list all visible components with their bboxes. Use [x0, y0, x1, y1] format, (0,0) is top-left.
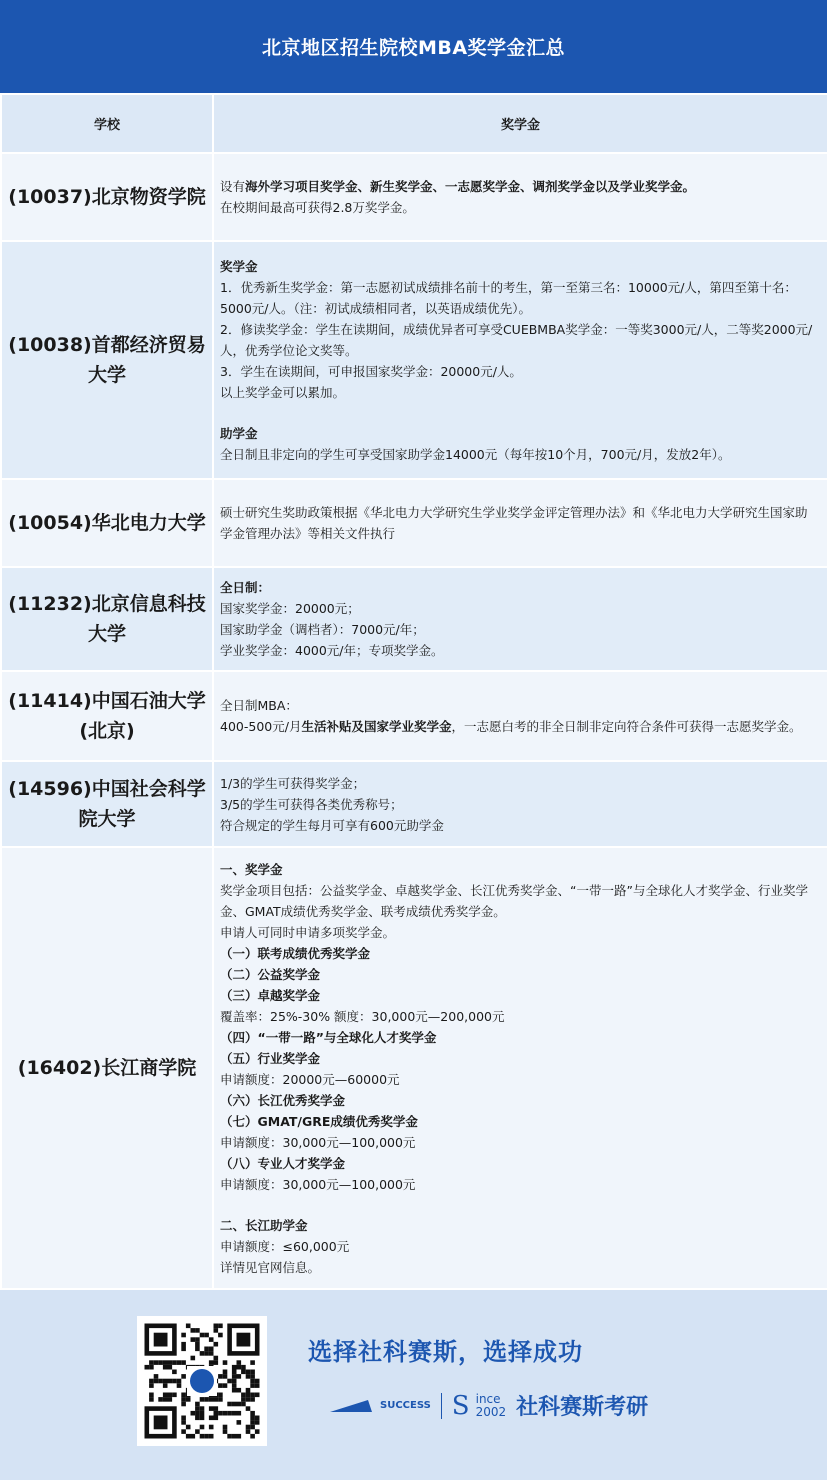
detail-line: 3．学生在读期间，可申报国家奖学金：20000元/人。 [220, 363, 522, 379]
detail-line: 国家助学金（调档者）：7000元/年； [220, 622, 425, 637]
detail-line: 申请额度：≤60,000元 [220, 1238, 350, 1254]
detail-line: 一、奖学金 [220, 861, 283, 877]
triangle-logo-icon [328, 1398, 374, 1414]
spacer [220, 1195, 819, 1215]
detail-line: 生活补贴及国家学业奖学金 [301, 719, 452, 734]
scholarship-table [0, 93, 827, 1290]
detail-line: 全日制且非定向的学生可享受国家助学金14000元（每年按10个月，700元/月，发放2年）。 [220, 446, 731, 462]
table-row [1, 847, 827, 1289]
qr-code [137, 1316, 267, 1446]
detail-line: 二、长江助学金 [220, 1217, 308, 1233]
detail-line: ，一志愿白考的非全日制非定向符合条件可获得一志愿奖学金。 [451, 719, 802, 734]
table-row [1, 567, 827, 671]
school-name: (10038)首都经济贸易大学 [1, 241, 213, 479]
scholarship-details [213, 241, 827, 479]
table-header-row [1, 94, 827, 153]
detail-line: 1/3的学生可获得奖学金； [220, 775, 366, 791]
detail-line: 申请人可同时申请多项奖学金。 [220, 924, 396, 940]
detail-line: （五）行业奖学金 [220, 1050, 321, 1066]
detail-line: 1．优秀新生奖学金：第一志愿初试成绩排名前十的考生，第一至第三名：10000元/人，第四至第十名：5000元/人。（注：初试成绩相同者，以英语成绩优先）。 [220, 279, 797, 316]
scholarship-details [213, 671, 827, 761]
school-name: (14596)中国社会科学院大学 [1, 761, 213, 847]
detail-line: （二）公益奖学金 [220, 966, 321, 982]
detail-line: （四）“一带一路”与全球化人才奖学金 [220, 1029, 437, 1045]
detail-line: 国家奖学金：20000元； [220, 601, 360, 616]
detail-line: （八）专业人才奖学金 [220, 1155, 346, 1171]
detail-line: 符合规定的学生每月可享有600元助学金 [220, 817, 444, 833]
spacer [220, 403, 819, 423]
detail-line: 奖学金项目包括：公益奖学金、卓越奖学金、长江优秀奖学金、“一带一路”与全球化人才奖学金、行业奖学金、GMAT成绩优秀奖学金、联考成绩优秀奖学金。 [220, 882, 808, 919]
school-name: (10037)北京物资学院 [1, 153, 213, 241]
header-school: 学校 [1, 94, 213, 153]
detail-line: （六）长江优秀奖学金 [220, 1092, 346, 1108]
detail-line: 覆盖率：25%-30% 额度：30,000元—200,000元 [220, 1008, 505, 1024]
detail-paragraph [220, 716, 819, 737]
detail-line: （三）卓越奖学金 [220, 987, 321, 1003]
detail-line: 硕士研究生奖助政策根据《华北电力大学研究生学业奖学金评定管理办法》和《华北电力大学研究生国家助学金管理办法》等相关文件执行 [220, 505, 808, 541]
school-name: (11232)北京信息科技大学 [1, 567, 213, 671]
brand-logo [328, 1390, 648, 1421]
detail-line: 全日制MBA： [220, 698, 298, 713]
detail-line: 3/5的学生可获得各类优秀称号； [220, 796, 403, 812]
detail-line: 申请额度：30,000元—100,000元 [220, 1176, 416, 1192]
footer [0, 1290, 827, 1480]
page-title: 北京地区招生院校MBA奖学金汇总 [261, 37, 566, 59]
scholarship-details [213, 847, 827, 1289]
brand-year: 2002 [475, 1404, 507, 1419]
detail-line: 以上奖学金可以累加。 [220, 384, 346, 400]
school-name: (10054)华北电力大学 [1, 479, 213, 567]
detail-line: 海外学习项目奖学金、新生奖学金、一志愿奖学金、调剂奖学金以及学业奖学金。 [245, 179, 696, 194]
scholarship-details [213, 479, 827, 567]
detail-line: 400-500元/月 [220, 719, 302, 734]
brand-since: ince [475, 1391, 501, 1406]
detail-line: 申请额度：20000元—60000元 [220, 1071, 400, 1087]
brand-s: S [451, 1390, 470, 1421]
table-row [1, 761, 827, 847]
scholarship-details [213, 153, 827, 241]
table-row [1, 153, 827, 241]
table-row [1, 241, 827, 479]
detail-paragraph [220, 176, 819, 197]
table-row [1, 479, 827, 567]
school-name: (11414)中国石油大学(北京) [1, 671, 213, 761]
scholarship-details [213, 761, 827, 847]
detail-line: 在校期间最高可获得2.8万奖学金。 [220, 200, 415, 215]
header-scholarship: 奖学金 [213, 94, 827, 153]
detail-line: 申请额度：30,000元—100,000元 [220, 1134, 416, 1150]
brand-success: SUCCESS [380, 1400, 431, 1411]
title-bar [0, 0, 827, 93]
detail-line: 奖学金 [220, 258, 258, 274]
scholarship-details [213, 567, 827, 671]
detail-line: 2．修读奖学金：学生在读期间，成绩优异者可享受CUEBMBA奖学金：一等奖3000元/人，二等奖2000元/人，优秀学位论文奖等。 [220, 321, 813, 358]
detail-line: （七）GMAT/GRE成绩优秀奖学金 [220, 1113, 418, 1129]
table-row [1, 671, 827, 761]
brand-divider [441, 1393, 442, 1419]
detail-line: 全日制： [220, 580, 271, 595]
school-name: (16402)长江商学院 [1, 847, 213, 1289]
detail-line: 详情见官网信息。 [220, 1259, 321, 1275]
footer-slogan: 选择社科赛斯，选择成功 [308, 1338, 583, 1366]
detail-line: 助学金 [220, 425, 258, 441]
detail-line: 学业奖学金：4000元/年；专项奖学金。 [220, 643, 444, 658]
brand-since-block [476, 1393, 507, 1419]
detail-line: （一）联考成绩优秀奖学金 [220, 945, 371, 961]
detail-line: 设有 [220, 179, 246, 194]
brand-name: 社科赛斯考研 [516, 1395, 649, 1420]
